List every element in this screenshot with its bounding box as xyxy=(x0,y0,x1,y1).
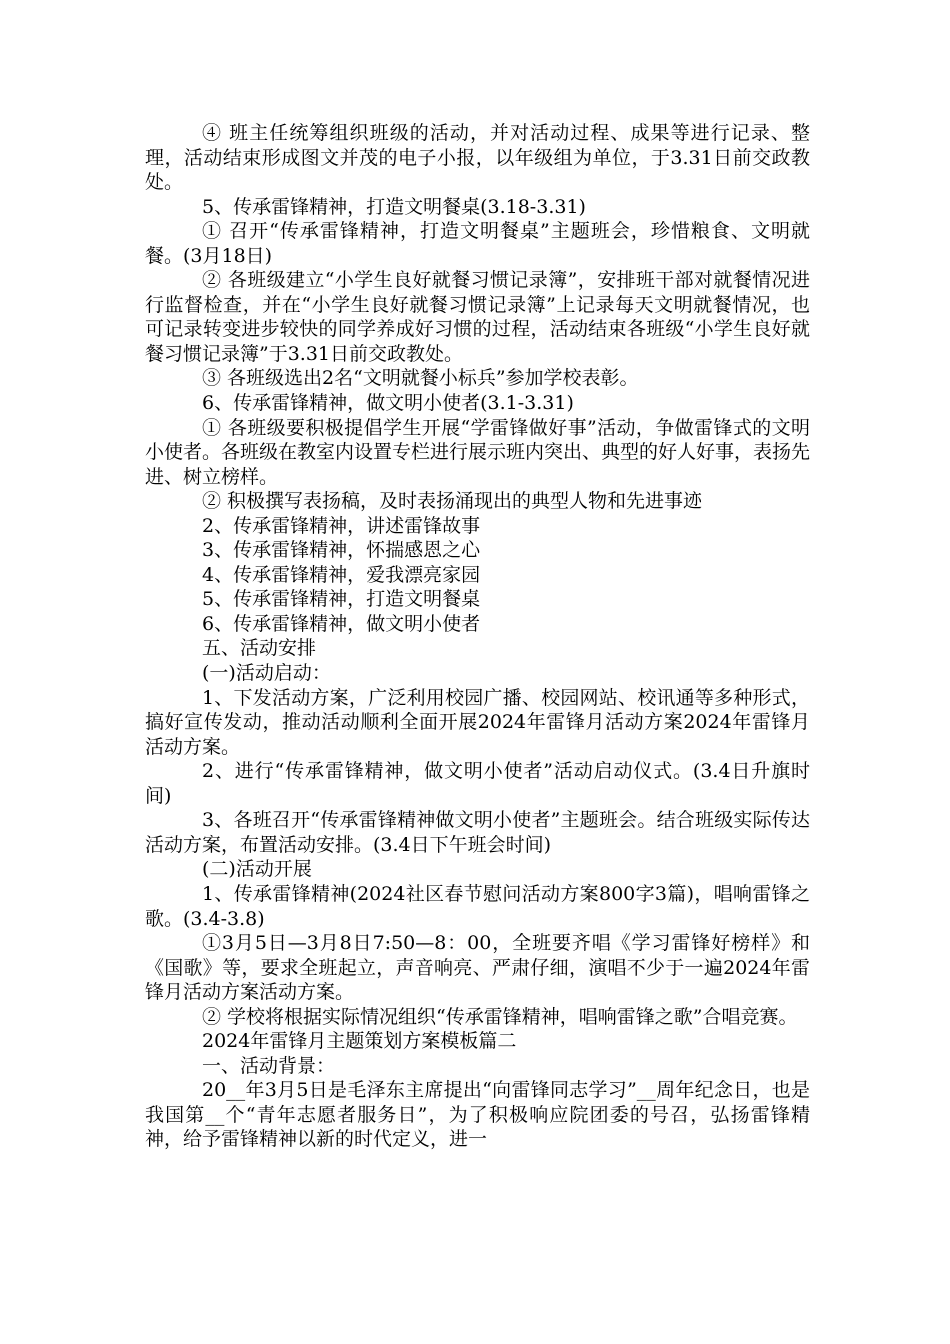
paragraph: ② 各班级建立“小学生良好就餐习惯记录簿”，安排班干部对就餐情况进行监督检查，并在“小学生良好就餐习惯记录簿”上记录每天文明就餐情况，也可记录转变进步较快的同学养成好习惯的过程，活动结束各班级“小学生良好就餐习惯记录簿”于3.31日前交政教处。 xyxy=(145,269,810,365)
paragraph: ① 各班级要积极提倡学生开展“学雷锋做好事”活动，争做雷锋式的文明小使者。各班级在教室内设置专栏进行展示班内突出、典型的好人好事，表扬先进、树立榜样。 xyxy=(145,416,811,488)
paragraph: ③ 各班级选出2名“文明就餐小标兵”参加学校表彰。 xyxy=(202,367,639,390)
paragraph: 1、下发活动方案，广泛利用校园广播、校园网站、校讯通等多种形式，搞好宣传发动，推动活动顺利全面开展2024年雷锋月活动方案2024年雷锋月活动方案。 xyxy=(145,686,810,758)
paragraph: 20__年3月5日是毛泽东主席提出“向雷锋同志学习”__周年纪念日，也是我国第__个“青年志愿者服务日”，为了积极响应院团委的号召，弘扬雷锋精神，给予雷锋精神以新的时代定义，进一 xyxy=(145,1079,810,1151)
paragraph: 2、进行“传承雷锋精神，做文明小使者”活动启动仪式。(3.4日升旗时间) xyxy=(145,760,810,807)
section-heading: 一、活动背景： xyxy=(202,1054,336,1077)
paragraph: 3、各班召开“传承雷锋精神做文明小使者”主题班会。结合班级实际传达活动方案，布置活动安排。(3.4日下午班会时间) xyxy=(145,809,810,856)
paragraph: 5、传承雷锋精神，打造文明餐桌(3.18-3.31) xyxy=(202,195,586,218)
paragraph: 6、传承雷锋精神，做文明小使者(3.1-3.31) xyxy=(202,392,574,415)
paragraph: ①3月5日—3月8日7:50—8：00，全班要齐唱《学习雷锋好榜样》和《国歌》等，要求全班起立，声音响亮、严肃仔细，演唱不少于一遍2024年雷锋月活动方案活动方案。 xyxy=(145,932,810,1004)
paragraph: 5、传承雷锋精神，打造文明餐桌 xyxy=(202,588,481,611)
paragraph: ② 积极撰写表扬稿，及时表扬涌现出的典型人物和先进事迹 xyxy=(202,490,703,513)
paragraph: ② 学校将根据实际情况组织“传承雷锋精神，唱响雷锋之歌”合唱竞赛。 xyxy=(202,1005,798,1028)
paragraph: 3、传承雷锋精神，怀揣感恩之心 xyxy=(202,539,481,562)
subsection-heading: (二)活动开展 xyxy=(202,858,312,881)
section-heading: 五、活动安排 xyxy=(202,637,317,660)
paragraph: ④ 班主任统筹组织班级的活动，并对活动过程、成果等进行记录、整理，活动结束形成图文并茂的电子小报，以年级组为单位，于3.31日前交政教处。 xyxy=(145,122,810,194)
paragraph: 4、传承雷锋精神，爱我漂亮家园 xyxy=(202,563,481,586)
paragraph: 2、传承雷锋精神，讲述雷锋故事 xyxy=(202,514,481,537)
subsection-heading: (一)活动启动： xyxy=(202,662,331,685)
paragraph: 6、传承雷锋精神，做文明小使者 xyxy=(202,612,481,635)
paragraph: 1、传承雷锋精神(2024社区春节慰问活动方案800字3篇)，唱响雷锋之歌。(3.4-3.8) xyxy=(145,882,810,930)
paragraph: ① 召开“传承雷锋精神，打造文明餐桌”主题班会，珍惜粮食、文明就餐。(3月18日) xyxy=(145,220,810,267)
document-title: 2024年雷锋月主题策划方案模板篇二 xyxy=(202,1030,517,1053)
